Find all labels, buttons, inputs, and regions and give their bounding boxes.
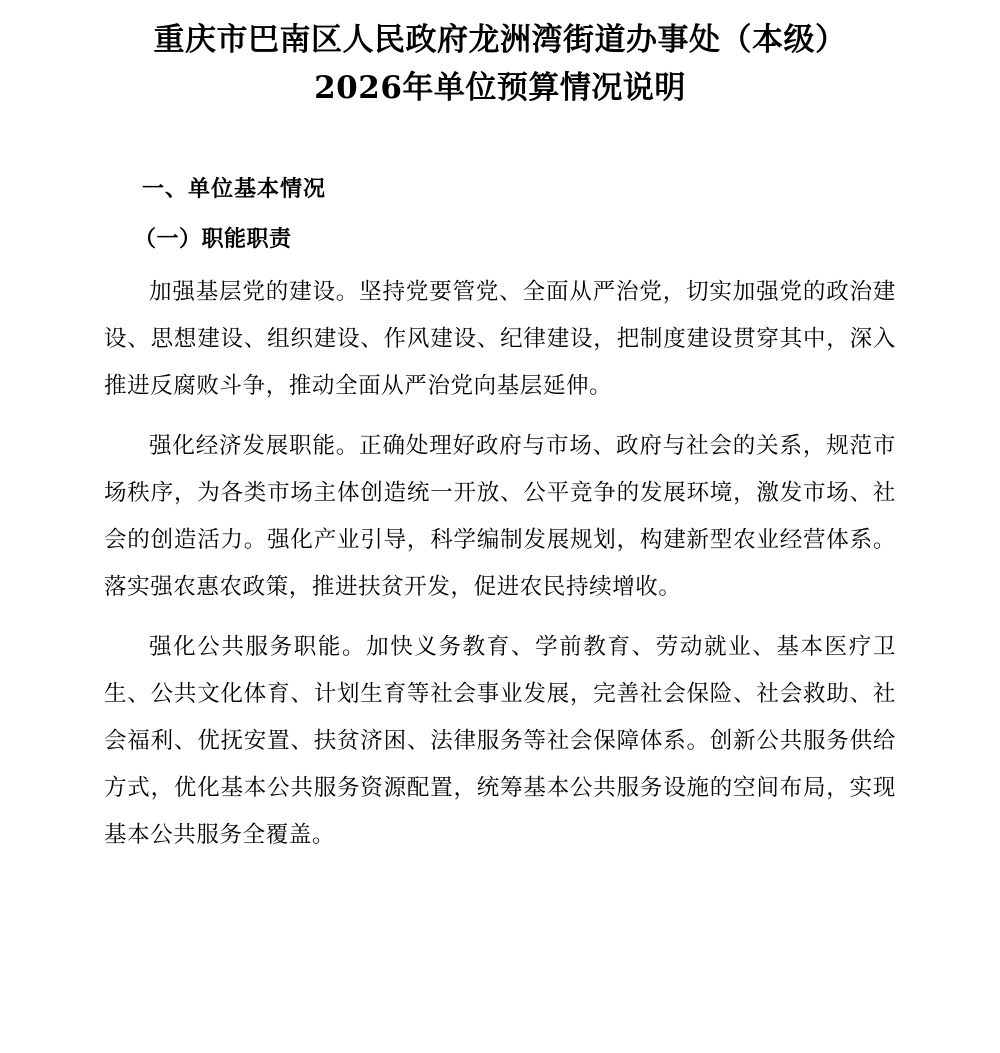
- page-title-line-2: 2026年单位预算情况说明: [314, 70, 686, 106]
- body-paragraph: 加强基层党的建设。坚持党要管党、全面从严治党，切实加强党的政治建设、思想建设、组织建设、作风建设、纪律建设，把制度建设贯穿其中，深入推进反腐败斗争，推动全面从严治党向基层延伸。: [104, 279, 896, 399]
- body-paragraph: 强化公共服务职能。加快义务教育、学前教育、劳动就业、基本医疗卫生、公共文化体育、计划生育等社会事业发展，完善社会保险、社会救助、社会福利、优抚安置、扶贫济困、法律服务等社会保障体系。创新公共服务供给方式，优化基本公共服务资源配置，统筹基本公共服务设施的空间布局，实现基本公共服务全覆盖。: [104, 634, 896, 848]
- page-title: [104, 10, 896, 112]
- subsection-heading: （一）职能职责: [134, 226, 292, 252]
- page-title-line-1: 重庆市巴南区人民政府龙洲湾街道办事处（本级）: [153, 22, 847, 58]
- section-heading: 一、单位基本情况: [142, 176, 327, 202]
- body-paragraph: 强化经济发展职能。正确处理好政府与市场、政府与社会的关系，规范市场秩序，为各类市场主体创造统一开放、公平竞争的发展环境，激发市场、社会的创造活力。强化产业引导，科学编制发展规划，构建新型农业经营体系。落实强农惠农政策，推进扶贫开发，促进农民持续增收。: [104, 433, 896, 600]
